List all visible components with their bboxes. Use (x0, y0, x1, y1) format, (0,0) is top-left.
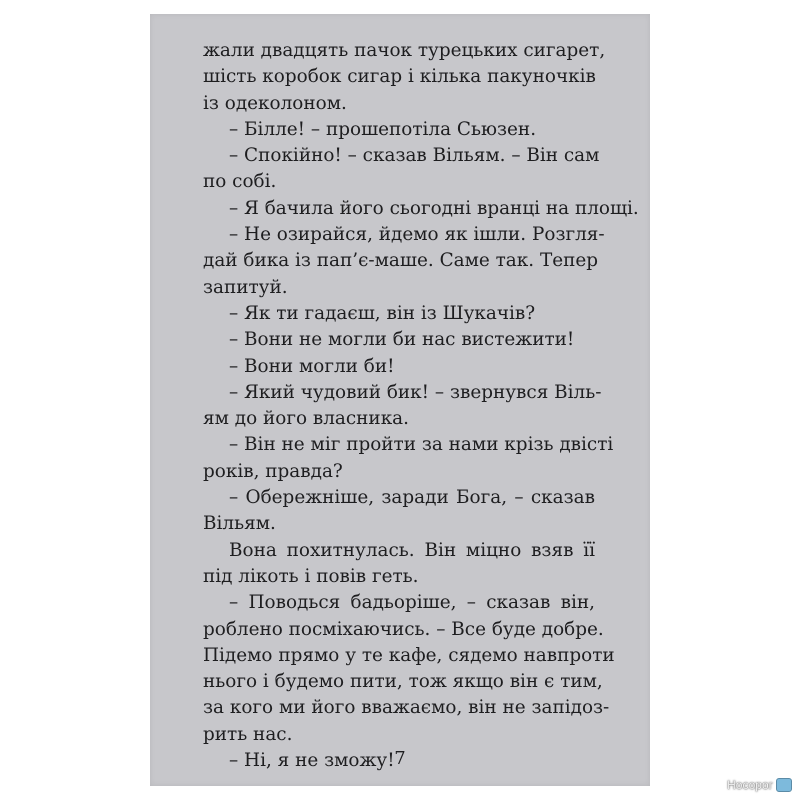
text-line: Підемо прямо у те кафе, сядемо навпроти (203, 644, 615, 666)
text-line: ям до його власника. (203, 408, 409, 430)
text-line: запитуй. (203, 276, 288, 298)
watermark (727, 778, 792, 792)
text-line: – Ні, я не зможу! (229, 750, 395, 772)
text-line: за кого ми його вважаємо, він не запідоз- (203, 697, 610, 719)
text-line: Вільям. (203, 513, 276, 535)
text-line: жали двадцять пачок турецьких сигарет, (203, 40, 606, 61)
page-text (203, 38, 639, 774)
text-line: – Білле! – прошепотіла Сьюзен. (229, 118, 537, 140)
text-line: рить нас. (203, 723, 293, 745)
rhino-logo-icon (776, 778, 792, 792)
text-line: із одеколоном. (203, 92, 347, 114)
text-line: – Не озирайся, йдемо як ішли. Розгля- (229, 224, 605, 246)
text-line: по собі. (203, 171, 277, 193)
text-line: нього і будемо пити, тож якщо він є тим, (203, 671, 603, 693)
text-line: – Спокійно! – сказав Вільям. – Він сам (229, 145, 600, 167)
text-line: – Він не міг пройти за нами крізь двісті (229, 434, 614, 456)
text-line: роблено посміхаючись. – Все буде добре. (203, 618, 604, 640)
text-line: – Я бачила його сьогодні вранці на площі. (229, 197, 639, 219)
text-line: Вона похитнулась. Він міцно взяв її (229, 539, 595, 561)
text-line: – Який чудовий бик! – звернувся Віль- (229, 381, 602, 403)
text-line: років, правда? (203, 460, 343, 482)
text-line: – Як ти гадаєш, він із Шукачів? (229, 302, 536, 324)
text-line: – Вони не могли би нас вистежити! (229, 329, 575, 351)
text-line: – Вони могли би! (229, 355, 395, 377)
text-line: – Поводься бадьоріше, – сказав він, (229, 592, 595, 614)
text-line: під лікоть і повів геть. (203, 565, 419, 587)
watermark-text: Носорог (727, 778, 773, 792)
text-line: шість коробок сигар і кілька пакуночків (203, 66, 596, 88)
text-line: дай бика із пап’є-маше. Саме так. Тепер (203, 250, 599, 272)
page-number: 7 (394, 748, 406, 769)
text-line: – Обережніше, заради Бога, – сказав (229, 487, 595, 509)
